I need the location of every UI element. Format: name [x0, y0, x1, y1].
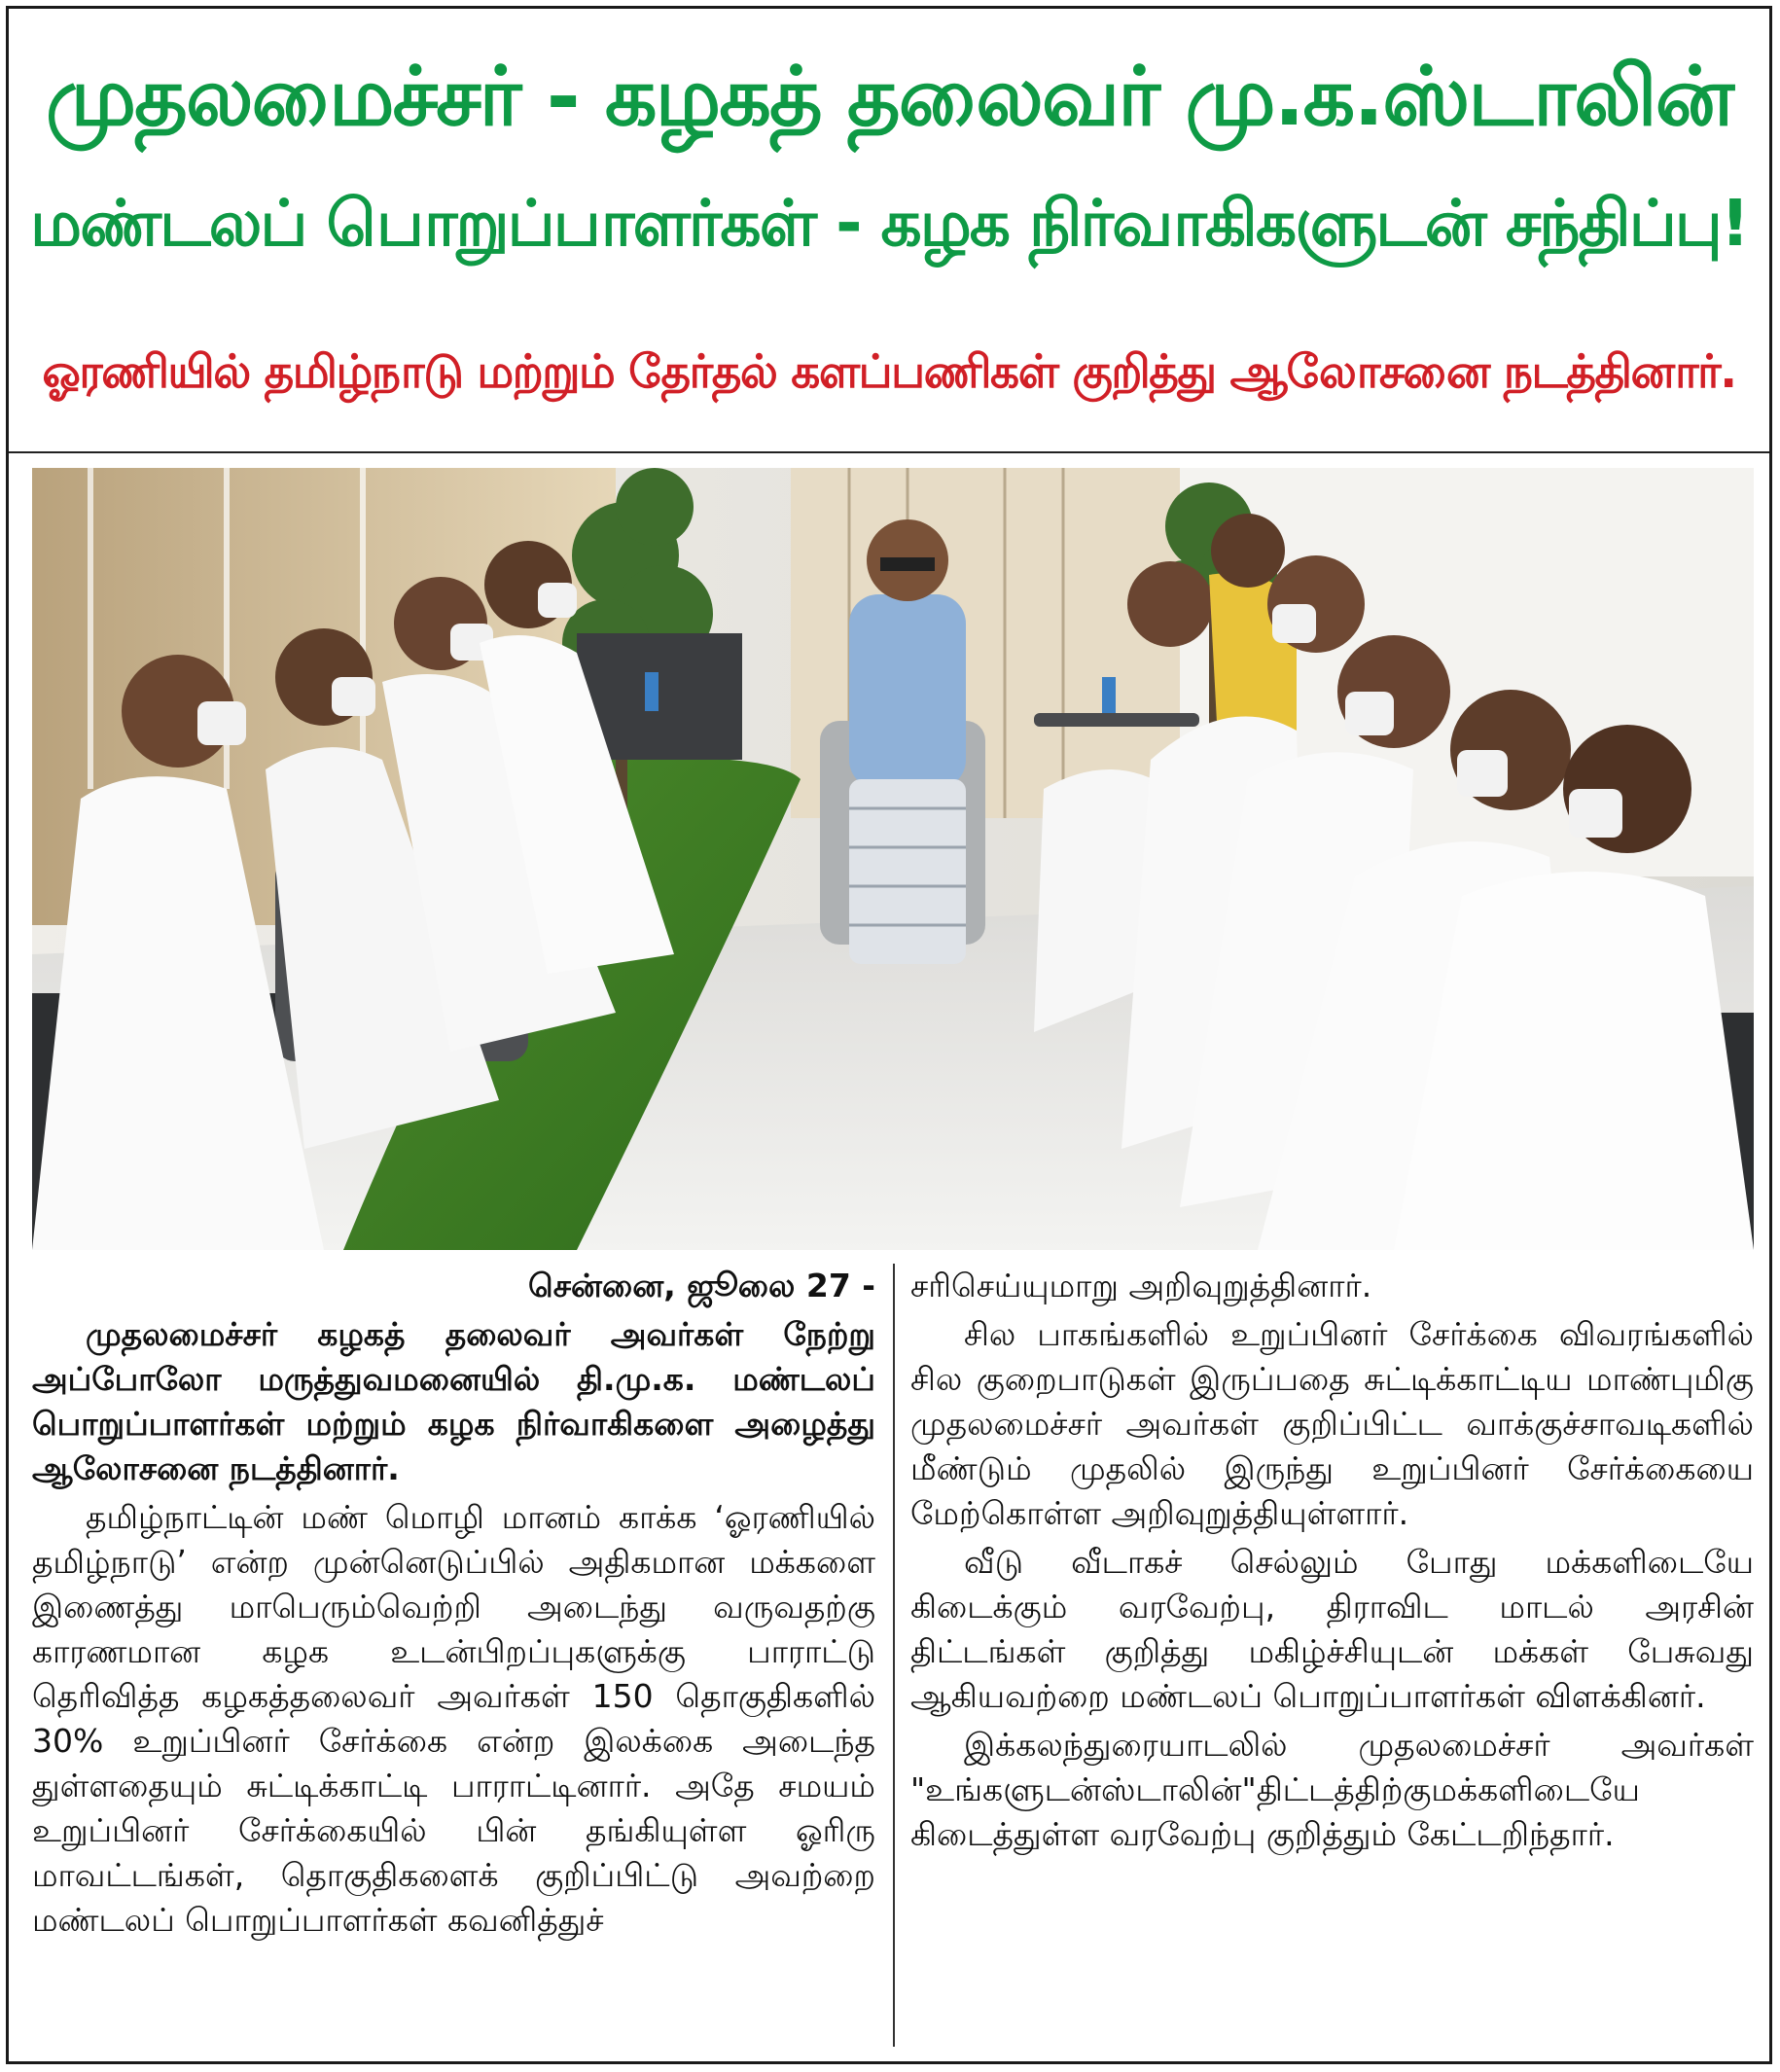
headline-line-1: முதலமைச்சர் - கழகத் தலைவர் மு.க.ஸ்டாலின்	[45, 49, 1733, 144]
paragraph: இக்கலந்துரையாடலில் முதலமைச்சர் அவர்கள் "உங்களுடன்ஸ்டாலின்"திட்டத்திற்குமக்களிடையே கிடைத்துள்ள வரவேற்பு குறித்தும் கேட்டறிந்தார்.	[910, 1726, 1754, 1853]
article-body	[32, 1264, 1754, 2056]
article-header	[9, 9, 1769, 451]
header-divider	[9, 451, 1769, 453]
dateline: சென்னை, ஜூலை 27 -	[528, 1267, 875, 1304]
article-column-left	[32, 1264, 875, 1943]
article-column-right	[910, 1264, 1754, 1857]
meeting-photo	[32, 468, 1754, 1250]
paragraph: தமிழ்நாட்டின் மண் மொழி மானம் காக்க ‘ஓரணியில் தமிழ்நாடு’ என்ற முன்னெடுப்பில் அதிகமான மக்களை இணைத்து மாபெரும்வெற்றி அடைந்து வருவதற்கு காரணமான கழக உடன்பிறப்புகளுக்கு பாராட்டு தெரிவித்த கழகத்தலைவர் அவர்கள் 150 தொகுதிகளில் 30% உறுப்பினர் சேர்க்கை என்ற இலக்கை அடைந்த துள்ளதையும் சுட்டிக்காட்டி பாராட்டினார். அதே சமயம் உறுப்பினர் சேர்க்கையில் பின் தங்கியுள்ள ஓரிரு மாவட்டங்கள், தொகுதிகளைக் குறிப்பிட்டு அவற்றை மண்டலப் பொறுப்பாளர்கள் கவனித்துச்	[32, 1498, 875, 1939]
column-divider	[893, 1264, 895, 2047]
lead-paragraph: முதலமைச்சர் கழகத் தலைவர் அவர்கள் நேற்று அப்போலோ மருத்துவமனையில் தி.மு.க. மண்டலப் பொறுப்பாளர்கள் மற்றும் கழக நிர்வாகிகளை அழைத்து ஆலோசனை நடத்தினார்.	[32, 1315, 875, 1487]
subheadline: ஓரணியில் தமிழ்நாடு மற்றும் தேர்தல் களப்பணிகள் குறித்து ஆலோசனை நடத்தினார்.	[42, 345, 1736, 399]
newspaper-clipping	[6, 6, 1772, 2064]
paragraph: சில பாகங்களில் உறுப்பினர் சேர்க்கை விவரங்களில் சில குறைபாடுகள் இருப்பதை சுட்டிக்காட்டிய மாண்புமிகு முதலமைச்சர் அவர்கள் குறிப்பிட்ட வாக்குச்சாவடிகளில் மீண்டும் முதலில் இருந்து உறுப்பினர் சேர்க்கையை மேற்கொள்ள அறிவுறுத்தியுள்ளார்.	[910, 1315, 1754, 1532]
headline-line-2: மண்டலப் பொறுப்பாளர்கள் - கழக நிர்வாகிகளுடன் சந்திப்பு!	[29, 186, 1749, 261]
paragraph-continuation: சரிசெய்யுமாறு அறிவுறுத்தினார்.	[910, 1267, 1372, 1304]
paragraph: வீடு வீடாகச் செல்லும் போது மக்களிடையே கிடைக்கும் வரவேற்பு, திராவிட மாடல் அரசின் திட்டங்கள் குறித்து மகிழ்ச்சியுடன் மக்கள் பேசுவது ஆகியவற்றை மண்டலப் பொறுப்பாளர்கள் விளக்கினர்.	[910, 1543, 1754, 1715]
